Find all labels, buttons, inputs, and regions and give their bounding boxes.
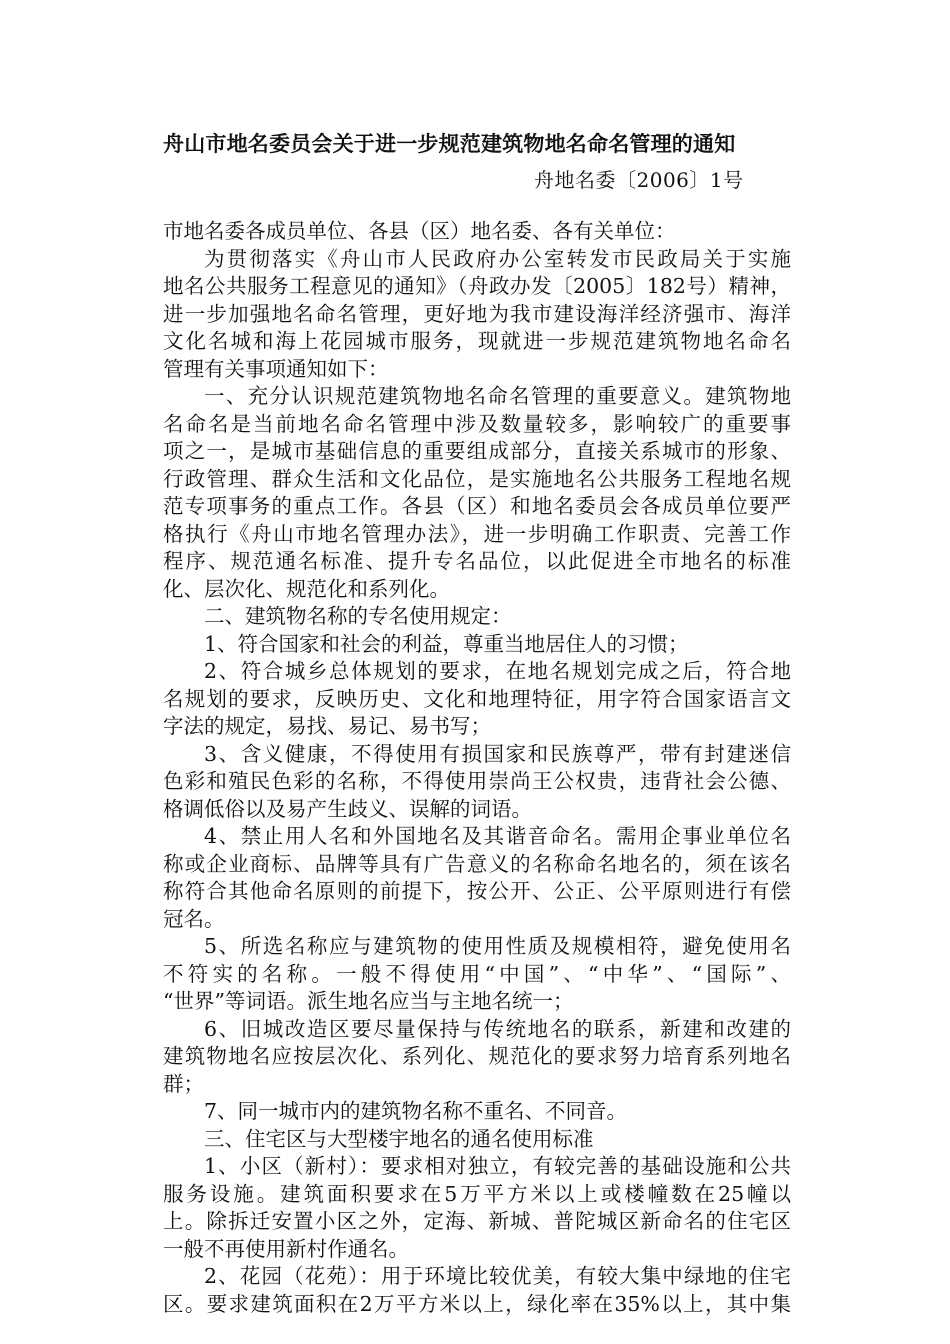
body-line: 不符实的名称。一般不得使用“中国”、“中华”、“国际”、 xyxy=(163,961,791,986)
body-line: 服务设施。建筑面积要求在5万平方米以上或楼幢数在25幢以 xyxy=(163,1181,791,1206)
body-line: 3、含义健康，不得使用有损国家和民族尊严，带有封建迷信 xyxy=(204,741,791,766)
body-line: 区。要求建筑面积在2万平方米以上，绿化率在35%以上，其中集 xyxy=(163,1291,791,1316)
body-line: 一般不再使用新村作通名。 xyxy=(163,1236,409,1261)
body-line: 项之一，是城市基础信息的重要组成部分，直接关系城市的形象、 xyxy=(163,439,791,463)
body-line: 4、禁止用人名和外国地名及其谐音命名。需用企事业单位名 xyxy=(204,824,791,848)
body-line: 称符合其他命名原则的前提下，按公开、公正、公平原则进行有偿 xyxy=(163,879,791,903)
body-line: 一、充分认识规范建筑物地名命名管理的重要意义。建筑物地 xyxy=(204,384,791,408)
body-line: 格执行《舟山市地名管理办法》，进一步明确工作职责、完善工作 xyxy=(163,521,791,546)
body-line: 字法的规定，易找、易记、易书写； xyxy=(163,714,491,738)
body-line: 范专项事务的重点工作。各县（区）和地名委员会各成员单位要严 xyxy=(163,494,791,518)
document-title: 舟山市地名委员会关于进一步规范建筑物地名命名管理的通知 xyxy=(163,131,736,156)
body-line: 二、建筑物名称的专名使用规定： xyxy=(204,604,512,628)
body-line: 冠名。 xyxy=(163,906,225,931)
body-line: 管理有关事项通知如下： xyxy=(163,356,389,381)
body-line: 2、符合城乡总体规划的要求，在地名规划完成之后，符合地 xyxy=(204,659,791,683)
body-line: 程序、规范通名标准、提升专名品位，以此促进全市地名的标准 xyxy=(163,549,791,573)
body-line: 市地名委各成员单位、各县（区）地名委、各有关单位： xyxy=(163,219,676,243)
body-line: 2、花园（花苑）：用于环境比较优美，有较大集中绿地的住宅 xyxy=(204,1264,791,1288)
body-line: 为贯彻落实《舟山市人民政府办公室转发市民政局关于实施 xyxy=(204,246,791,271)
document-number: 舟地名委〔2006〕1号 xyxy=(534,168,744,192)
body-line: 名命名是当前地名命名管理中涉及数量较多，影响较广的重要事 xyxy=(163,411,791,436)
body-line: 1、符合国家和社会的利益，尊重当地居住人的习惯； xyxy=(204,631,689,656)
body-line: 群； xyxy=(163,1071,204,1096)
body-line: 化、层次化、规范化和系列化。 xyxy=(163,576,450,601)
body-line: 三、住宅区与大型楼宇地名的通名使用标准 xyxy=(204,1126,594,1151)
body-line: 1、小区（新村）：要求相对独立，有较完善的基础设施和公共 xyxy=(204,1154,791,1178)
body-line: 7、同一城市内的建筑物名称不重名、不同音。 xyxy=(204,1099,628,1123)
body-line: 色彩和殖民色彩的名称，不得使用崇尚王公权贵，违背社会公德、 xyxy=(163,769,791,793)
body-line: 上。除拆迁安置小区之外，定海、新城、普陀城区新命名的住宅区 xyxy=(163,1209,791,1233)
body-line: 称或企业商标、品牌等具有广告意义的名称命名地名的，须在该名 xyxy=(163,851,791,876)
body-line: 文化名城和海上花园城市服务，现就进一步规范建筑物地名命名 xyxy=(163,329,791,353)
body-line: 6、旧城改造区要尽量保持与传统地名的联系，新建和改建的 xyxy=(204,1016,791,1041)
document-body xyxy=(163,218,791,1318)
body-line: 行政管理、群众生活和文化品位，是实施地名公共服务工程地名规 xyxy=(163,466,791,491)
body-line: 建筑物地名应按层次化、系列化、规范化的要求努力培育系列地名 xyxy=(163,1044,791,1068)
body-line: 5、所选名称应与建筑物的使用性质及规模相符，避免使用名 xyxy=(204,934,791,958)
body-line: 格调低俗以及易产生歧义、误解的词语。 xyxy=(163,796,532,821)
body-line: 进一步加强地名命名管理，更好地为我市建设海洋经济强市、海洋 xyxy=(163,301,791,326)
body-line: 地名公共服务工程意见的通知》（舟政办发〔2005〕182号）精神， xyxy=(163,274,791,298)
body-line: “世界”等词语。派生地名应当与主地名统一； xyxy=(163,989,574,1013)
body-line: 名规划的要求，反映历史、文化和地理特征，用字符合国家语言文 xyxy=(163,686,791,711)
